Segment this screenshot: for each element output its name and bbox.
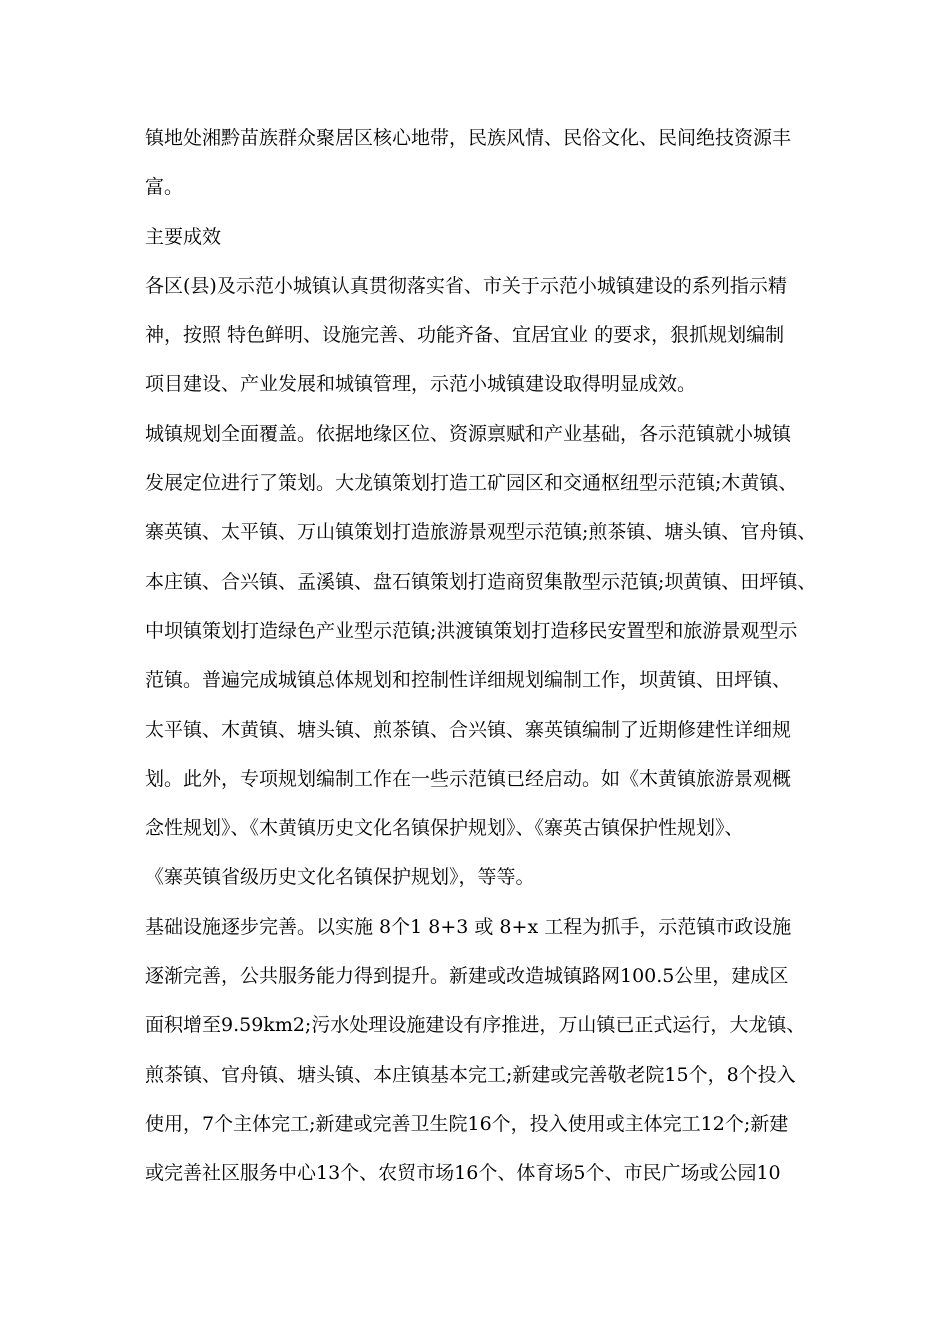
text-line: 念性规划》、《木黄镇历史文化名镇保护规划》、《寨英古镇保护性规划》、 — [145, 817, 744, 840]
text-line: 镇地处湘黔苗族群众聚居区核心地带，民族风情、民俗文化、民间绝技资源丰 — [145, 127, 792, 149]
section-heading: 主要成效 — [145, 225, 222, 248]
paragraph-intro-end — [145, 114, 835, 213]
text-line: 太平镇、木黄镇、塘头镇、煎茶镇、合兴镇、寨英镇编制了近期修建性详细规 — [145, 718, 792, 741]
text-line: 划。此外，专项规划编制工作在一些示范镇已经启动。如《木黄镇旅游景观概 — [145, 767, 792, 790]
section-heading-main-achievements — [145, 213, 835, 262]
text-line: 逐渐完善，公共服务能力得到提升。新建或改造城镇路网100.5公里，建成区 — [145, 965, 789, 988]
text-line: 项目建设、产业发展和城镇管理，示范小城镇建设取得明显成效。 — [145, 373, 697, 396]
text-line: 神，按照 特色鲜明、设施完善、功能齐备、宜居宜业 的要求，狠抓规划编制 — [145, 324, 785, 347]
text-line: 城镇规划全面覆盖。依据地缘区位、资源禀赋和产业基础，各示范镇就小城镇 — [145, 422, 792, 445]
text-line: 《寨英镇省级历史文化名镇保护规划》，等等。 — [145, 866, 535, 889]
text-line: 富。 — [145, 176, 184, 199]
text-line: 本庄镇、合兴镇、孟溪镇、盘石镇策划打造商贸集散型示范镇;坝黄镇、田坪镇、 — [145, 570, 817, 593]
text-line: 范镇。普遍完成城镇总体规划和控制性详细规划编制工作，坝黄镇、田坪镇、 — [145, 669, 792, 692]
text-line: 或完善社区服务中心13个、农贸市场16个、体育场5个、市民广场或公园10 — [145, 1162, 781, 1185]
text-line: 基础设施逐步完善。以实施 8个1 8+3 或 8+x 工程为抓手，示范镇市政设施 — [145, 915, 792, 938]
paragraph-town-planning — [145, 410, 835, 903]
text-line: 面积增至9.59km2;污水处理设施建设有序推进，万山镇已正式运行，大龙镇、 — [145, 1014, 806, 1037]
paragraph-achievements-summary — [145, 262, 835, 410]
text-line: 寨英镇、太平镇、万山镇策划打造旅游景观型示范镇;煎茶镇、塘头镇、官舟镇、 — [145, 521, 817, 544]
paragraph-infrastructure — [145, 903, 835, 1199]
text-line: 中坝镇策划打造绿色产业型示范镇;洪渡镇策划打造移民安置型和旅游景观型示 — [145, 619, 798, 642]
document-body — [145, 114, 835, 1199]
text-line: 各区(县)及示范小城镇认真贯彻落实省、市关于示范小城镇建设的系列指示精 — [145, 274, 787, 297]
text-line: 煎茶镇、官舟镇、塘头镇、本庄镇基本完工;新建或完善敬老院15个，8个投入 — [145, 1063, 796, 1086]
text-line: 使用，7个主体完工;新建或完善卫生院16个，投入使用或主体完工12个;新建 — [145, 1112, 789, 1135]
text-line: 发展定位进行了策划。大龙镇策划打造工矿园区和交通枢纽型示范镇;木黄镇、 — [145, 472, 798, 495]
